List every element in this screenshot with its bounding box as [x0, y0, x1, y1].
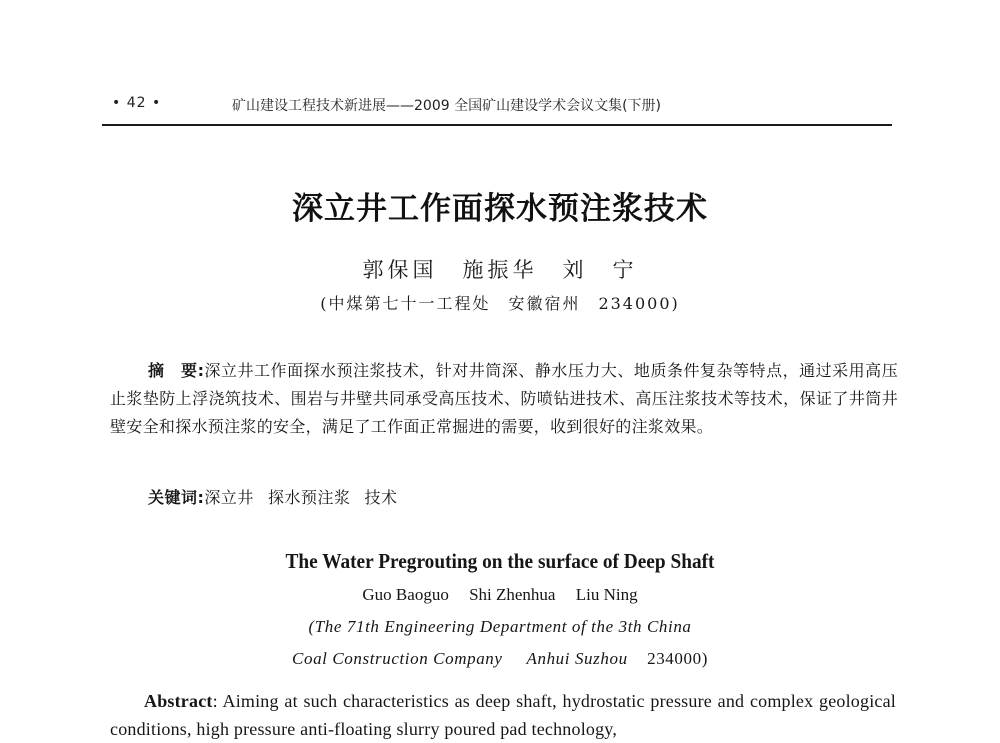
abstract-cn-text: 深立井工作面探水预注浆技术，针对井筒深、静水压力大、地质条件复杂等特点，通过采用高压止浆垫防上浮浇筑技术、围岩与井壁共同承受高压技术、防喷钻进技术、高压注浆技术等技术，保证了井筒井壁安全和探水预注浆的安全，满足了工作面正常掘进的需要，收到很好的注浆效果。 [110, 361, 898, 436]
author-name: Liu Ning [575, 585, 638, 604]
english-affiliation-line1: (The 71th Engineering Department of the 3th China [308, 617, 692, 636]
running-head [112, 93, 892, 115]
affiliation-org: Coal Construction Company [292, 649, 503, 668]
keywords-label: 关键词 [148, 488, 198, 507]
chinese-title: 深立井工作面探水预注浆技术 [292, 191, 708, 227]
abstract-en-sep: : [212, 691, 223, 711]
chinese-abstract [110, 357, 898, 441]
english-abstract [110, 687, 896, 743]
chinese-authors: 郭保国 施振华 刘 宁 [362, 258, 638, 282]
author-name: Shi Zhenhua [469, 585, 556, 604]
abstract-en-label: Abstract [144, 691, 213, 711]
chinese-affiliation: (中煤第七十一工程处 安徽宿州 234000) [320, 294, 680, 313]
english-authors [0, 585, 1000, 605]
keyword-item: 深立井 [204, 488, 254, 507]
page-number: • 42 • [112, 95, 162, 111]
affiliation-zip: 234000) [647, 649, 708, 668]
abstract-cn-label: 摘 要 [148, 361, 198, 380]
header-rule [102, 124, 892, 126]
journal-title: 矿山建设工程技术新进展——2009 全国矿山建设学术会议文集(下册) [232, 98, 662, 114]
affiliation-city: Anhui Suzhou [526, 649, 628, 668]
author-name: Guo Baoguo [362, 585, 449, 604]
keyword-item: 探水预注浆 [267, 488, 351, 507]
keywords-sep: : [197, 488, 205, 507]
abstract-cn-sep: : [197, 361, 205, 380]
english-title: The Water Pregrouting on the surface of Deep Shaft [285, 549, 715, 573]
english-affiliation-line2 [0, 649, 1000, 669]
abstract-en-text: Aiming at such characteristics as deep shaft, hydrostatic pressure and complex geological conditions, high pressure anti-floating slurry poured pad technology, [110, 691, 896, 739]
chinese-keywords [148, 485, 411, 508]
keyword-item: 技术 [364, 488, 398, 507]
